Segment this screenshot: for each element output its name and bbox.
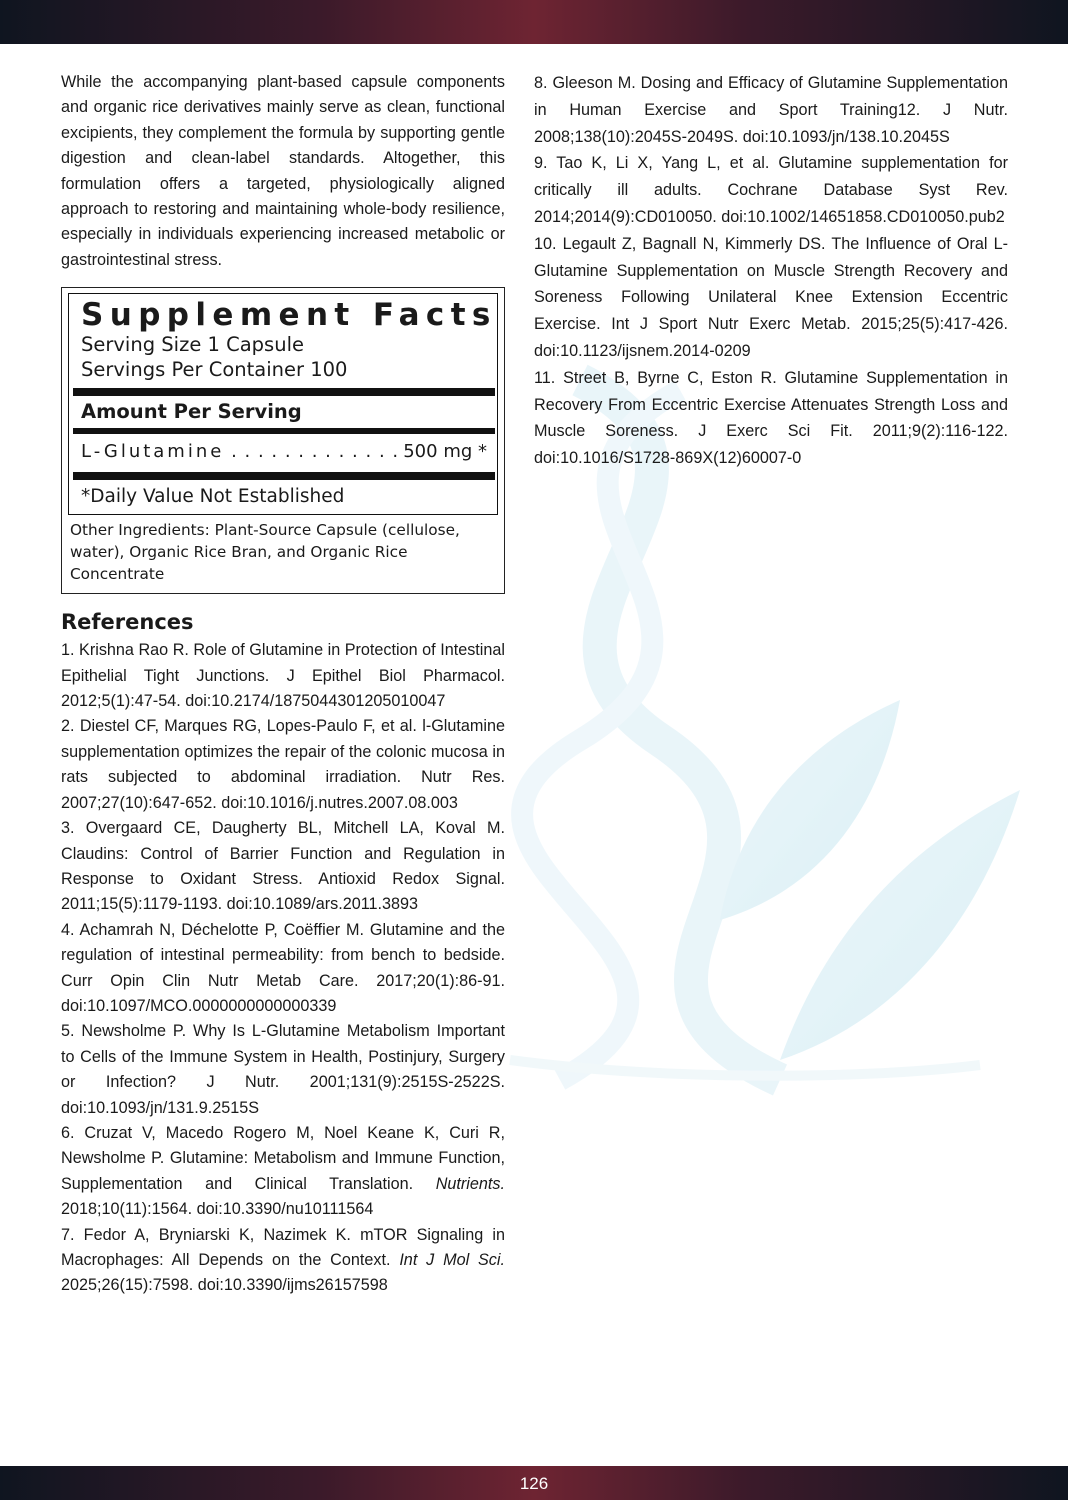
reference-item: 9. Tao K, Li X, Yang L, et al. Glutamine supplementation for critically ill adults. Cochrane Database Syst Rev. 2014;2014(9):CD010050. doi:10.1002/14651858.CD010050.pub2	[534, 154, 1008, 226]
other-ingredients: Other Ingredients: Plant-Source Capsule (cellulose, water), Organic Rice Bran, and Organic Rice Concentrate	[70, 521, 460, 584]
servings-per-container: Servings Per Container 100	[81, 358, 348, 382]
facts-thick-rule	[73, 388, 495, 396]
left-column	[61, 70, 505, 1299]
amount-per-serving: Amount Per Serving	[81, 400, 302, 424]
footer-bar	[0, 1466, 1068, 1500]
daily-value-note: *Daily Value Not Established	[81, 486, 345, 508]
reference-text: 7. Fedor A, Bryniarski K, Nazimek K. mTOR Signaling in Macrophages: All Depends on the Context.	[61, 1225, 505, 1269]
references-heading: References	[61, 610, 194, 635]
facts-title: Supplement Facts	[81, 297, 497, 334]
reference-item: 8. Gleeson M. Dosing and Efficacy of Glutamine Supplementation in Human Exercise and Sport Training12. J Nutr. 2008;138(10):2045S-2049S. doi:10.1093/jn/138.10.2045S	[534, 74, 1008, 146]
reference-item: 1. Krishna Rao R. Role of Glutamine in Protection of Intestinal Epithelial Tight Junctions. J Epithel Biol Pharmacol. 2012;5(1):47-54. doi:10.2174/1875044301205010047	[61, 641, 505, 711]
reference-text: 2018;10(11):1564. doi:10.3390/nu10111564	[61, 1200, 374, 1219]
nutrient-dots: . . . . . . . . . . . . .	[224, 441, 400, 463]
reference-item: 2. Diestel CF, Marques RG, Lopes-Paulo F, et al. l-Glutamine supplementation optimizes the repair of the colonic mucosa in rats subjected to abdominal irradiation. Nutr Res. 2007;27(10):647-652. doi:10.1016/j.nutres.2007.08.003	[61, 717, 505, 812]
serving-size: Serving Size 1 Capsule	[81, 333, 304, 357]
reference-item: 11. Street B, Byrne C, Eston R. Glutamine Supplementation in Recovery From Eccentric Exercise Attenuates Strength Loss and Muscle Soreness. J Exerc Sci Fit. 2011;9(2):116-122. doi:10.1016/S1728-869X(12)60007-0	[534, 368, 1008, 468]
reference-item	[61, 1223, 505, 1299]
supplement-facts-panel	[61, 287, 505, 594]
right-column	[534, 70, 1008, 472]
reference-text: 2025;26(15):7598. doi:10.3390/ijms26157598	[61, 1276, 388, 1295]
page-number: 126	[519, 1474, 549, 1493]
nutrient-amount: 500 mg *	[403, 441, 487, 463]
nutrient-row	[81, 438, 487, 466]
facts-bottom-rule	[73, 472, 495, 480]
nutrient-name: L-Glutamine	[81, 441, 225, 463]
reference-item: 3. Overgaard CE, Daugherty BL, Mitchell LA, Koval M. Claudins: Control of Barrier Function and Regulation in Response to Oxidant Stress. Antioxid Redox Signal. 2011;15(5):1179-1193. doi:10.1089/ars.2011.3893	[61, 819, 505, 914]
facts-rule	[73, 428, 495, 434]
reference-text: 6. Cruzat V, Macedo Rogero M, Noel Keane K, Curi R, Newsholme P. Glutamine: Metabolism and Immune Function, Supplementation and Clinical Translation.	[61, 1123, 505, 1193]
reference-journal: Nutrients.	[435, 1174, 505, 1193]
header-bar	[0, 0, 1068, 44]
reference-item	[61, 1121, 505, 1223]
reference-journal: Int J Mol Sci.	[399, 1251, 505, 1269]
reference-item: 4. Achamrah N, Déchelotte P, Coëffier M. Glutamine and the regulation of intestinal permeability: from bench to bedside. Curr Opin Clin Nutr Metab Care. 2017;20(1):86-91. doi:10.1097/MCO.0000000000000339	[61, 920, 505, 1015]
reference-item: 5. Newsholme P. Why Is L-Glutamine Metabolism Important to Cells of the Immune System in Health, Postinjury, Surgery or Infection? J Nutr. 2001;131(9):2515S-2522S. doi:10.1093/jn/131.9.2515S	[61, 1022, 505, 1117]
intro-paragraph: While the accompanying plant-based capsule components and organic rice derivatives mainly serve as clean, functional excipients, they complement the formula by supporting gentle digestion and clean-label standards. Altogether, this formulation offers a targeted, physiologically aligned approach to restoring and maintaining whole-body resilience, especially in individuals experiencing increased metabolic or gastrointestinal stress.	[61, 73, 505, 269]
reference-item: 10. Legault Z, Bagnall N, Kimmerly DS. The Influence of Oral L-Glutamine Supplementation on Muscle Strength Recovery and Soreness Following Unilateral Knee Extension Eccentric Exercise. Int J Sport Nutr Exerc Metab. 2015;25(5):417-426. doi:10.1123/ijsnem.2014-0209	[534, 234, 1008, 360]
